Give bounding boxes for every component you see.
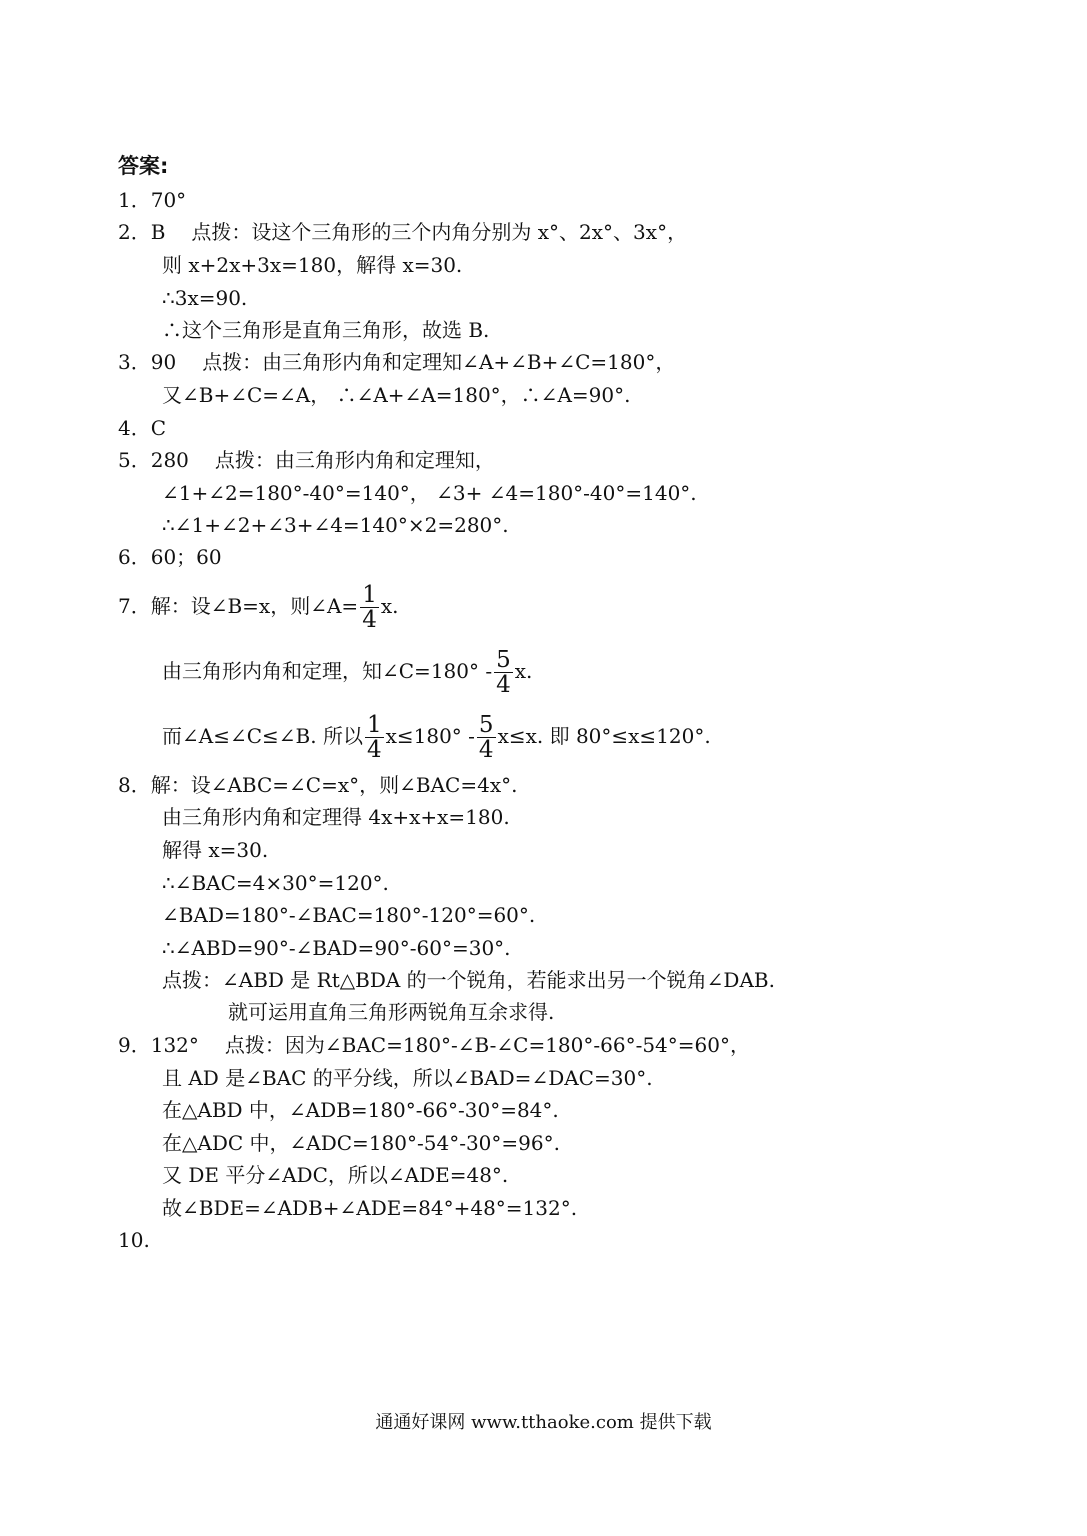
page-footer: 通通好课网 www.tthaoke.com 提供下载 bbox=[375, 1412, 712, 1433]
answer-9-line-1 bbox=[118, 1031, 750, 1059]
answer-7-text: x≤x. 即 80°≤x≤120°. bbox=[497, 724, 711, 748]
answer-6: 6．60；60 bbox=[118, 545, 222, 569]
fraction-denominator: 4 bbox=[496, 672, 511, 698]
answer-2-tip: 点拨：设这个三角形的三个内角分别为 x°、2x°、3x°， bbox=[191, 220, 688, 244]
answer-7-line-2 bbox=[162, 643, 532, 699]
fraction-denominator: 4 bbox=[478, 737, 494, 763]
answer-3-tip: 点拨：由三角形内角和定理知∠A+∠B+∠C=180°， bbox=[202, 350, 676, 374]
answer-9-line-6: 故∠BDE=∠ADB+∠ADE=84°+48°=132°. bbox=[162, 1196, 578, 1220]
answer-7-text: x≤180° - bbox=[385, 724, 475, 748]
answer-8-line-2: 由三角形内角和定理得 4x+x+x=180. bbox=[162, 805, 510, 829]
answer-8-line-3: 解得 x=30. bbox=[162, 838, 269, 862]
answer-8-line-7: 点拨：∠ABD 是 Rt△BDA 的一个锐角，若能求出另一个锐角∠DAB. bbox=[162, 968, 775, 992]
answer-2-line-4: ∴这个三角形是直角三角形，故选 B. bbox=[162, 318, 490, 342]
fraction-denominator: 4 bbox=[362, 607, 377, 633]
fraction-one-quarter bbox=[365, 713, 384, 762]
answer-9-line-5: 又 DE 平分∠ADC，所以∠ADE=48°. bbox=[162, 1163, 509, 1187]
answer-9-tip: 点拨：因为∠BAC=180°-∠B-∠C=180°-66°-54°=60°， bbox=[224, 1033, 750, 1057]
answer-9-line-4: 在△ADC 中，∠ADC=180°-54°-30°=96°. bbox=[162, 1131, 560, 1155]
answer-5-value: 5．280 bbox=[118, 448, 189, 472]
answer-7-line-1 bbox=[118, 578, 398, 634]
fraction-denominator: 4 bbox=[366, 737, 382, 763]
answer-7-line-3 bbox=[162, 708, 711, 764]
answer-9-line-2: 且 AD 是∠BAC 的平分线，所以∠BAD=∠DAC=30°. bbox=[162, 1066, 653, 1090]
answer-7-text: 7．解：设∠B=x，则∠A= bbox=[118, 594, 359, 618]
fraction-five-quarters bbox=[494, 648, 513, 697]
answer-10: 10. bbox=[118, 1228, 150, 1252]
answer-5-tip: 点拨：由三角形内角和定理知， bbox=[214, 448, 495, 472]
fraction-numerator: 5 bbox=[496, 647, 511, 673]
answer-7-text: x. bbox=[380, 594, 399, 618]
answer-3-line-2: 又∠B+∠C=∠A， ∴∠A+∠A=180°，∴∠A=90°. bbox=[162, 383, 631, 407]
answer-8-line-8: 就可运用直角三角形两锐角互余求得. bbox=[228, 1000, 555, 1024]
answer-8-line-6: ∴∠ABD=90°-∠BAD=90°-60°=30°. bbox=[162, 936, 511, 960]
answer-7-text: 而∠A≤∠C≤∠B. 所以 bbox=[162, 724, 363, 748]
answer-8-line-4: ∴∠BAC=4×30°=120°. bbox=[162, 871, 389, 895]
answer-1: 1．70° bbox=[118, 188, 187, 212]
answer-2-line-1 bbox=[118, 218, 687, 246]
answers-heading: 答案: bbox=[118, 154, 169, 178]
answer-5-line-3: ∴∠1+∠2+∠3+∠4=140°×2=280°. bbox=[162, 513, 509, 537]
answer-9-value: 9．132° bbox=[118, 1033, 199, 1057]
fraction-five-quarters bbox=[477, 713, 496, 762]
answer-5-line-2: ∠1+∠2=180°-40°=140°， ∠3+ ∠4=180°-40°=140°. bbox=[162, 481, 697, 505]
answer-8-line-1: 8．解：设∠ABC=∠C=x°，则∠BAC=4x°. bbox=[118, 773, 518, 797]
answer-7-text: 由三角形内角和定理，知∠C=180° - bbox=[162, 659, 493, 683]
answer-9-line-3: 在△ABD 中，∠ADB=180°-66°-30°=84°. bbox=[162, 1098, 559, 1122]
answer-7-text: x. bbox=[514, 659, 533, 683]
answer-2-line-3: ∴3x=90. bbox=[162, 286, 248, 310]
answer-2-value: 2．B bbox=[118, 220, 166, 244]
answer-2-line-2: 则 x+2x+3x=180，解得 x=30. bbox=[162, 253, 463, 277]
fraction-numerator: 1 bbox=[362, 582, 377, 608]
fraction-one-quarter bbox=[360, 583, 379, 632]
answer-3-value: 3．90 bbox=[118, 350, 177, 374]
answer-4: 4．C bbox=[118, 416, 167, 440]
fraction-numerator: 5 bbox=[478, 712, 494, 738]
fraction-numerator: 1 bbox=[366, 712, 382, 738]
answer-5-line-1 bbox=[118, 446, 495, 474]
answer-8-line-5: ∠BAD=180°-∠BAC=180°-120°=60°. bbox=[162, 903, 536, 927]
answer-3-line-1 bbox=[118, 348, 675, 376]
